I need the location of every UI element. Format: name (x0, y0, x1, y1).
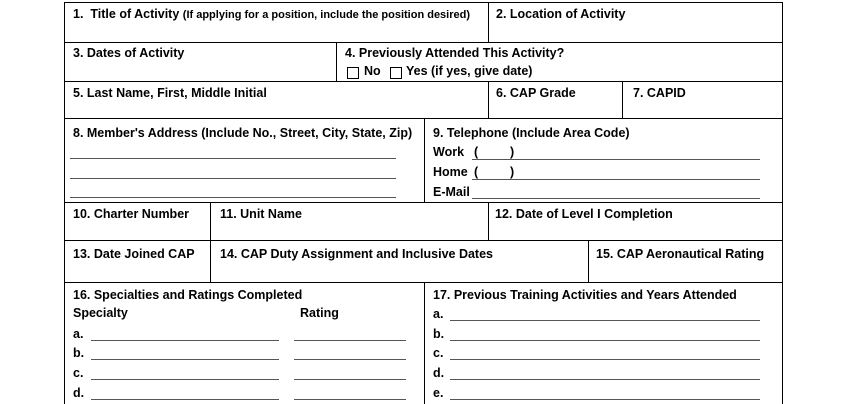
specialty-line-a[interactable] (91, 340, 279, 341)
col-divider-r2 (336, 42, 337, 81)
no-label: No (364, 64, 381, 78)
previously-attended-label: 4. Previously Attended This Activity? (345, 46, 565, 60)
home-phone-line[interactable] (472, 179, 760, 180)
address-line-3[interactable] (70, 197, 396, 198)
training-item-a: a. (433, 307, 444, 321)
specialty-line-c[interactable] (91, 379, 279, 380)
specialty-column-header: Specialty (73, 306, 128, 320)
row-divider-5 (64, 240, 783, 241)
col-divider-r1 (488, 2, 489, 42)
specialties-label: 16. Specialties and Ratings Completed (73, 288, 303, 302)
email-line[interactable] (472, 198, 760, 199)
location-of-activity-label: 2. Location of Activity (496, 7, 626, 21)
dates-of-activity-label: 3. Dates of Activity (73, 46, 185, 60)
form-border-left (64, 2, 65, 404)
home-paren-close: ) (510, 165, 515, 179)
unit-name-field[interactable] (216, 222, 484, 238)
col-divider-r3a (488, 81, 489, 118)
address-line-1[interactable] (70, 158, 396, 159)
training-line-e[interactable] (450, 399, 760, 400)
col-divider-r5a (210, 202, 211, 240)
aeronautical-rating-field[interactable] (594, 262, 778, 278)
aeronautical-rating-label: 15. CAP Aeronautical Rating (596, 247, 765, 261)
title-of-activity-label: 1. Title of Activity (If applying for a position, include the position desired) (73, 7, 471, 21)
telephone-label: 9. Telephone (Include Area Code) (433, 126, 630, 140)
training-line-a[interactable] (450, 320, 760, 321)
yes-checkbox[interactable] (390, 67, 402, 79)
col-divider-r3b (622, 81, 623, 118)
rating-line-b[interactable] (294, 359, 406, 360)
level-one-completion-label: 12. Date of Level I Completion (495, 207, 673, 221)
cap-grade-label: 6. CAP Grade (496, 86, 576, 100)
rating-column-header: Rating (300, 306, 339, 320)
col-divider-r4 (424, 118, 425, 202)
form-border-top (64, 2, 783, 3)
member-name-field[interactable] (70, 100, 484, 116)
col-divider-r6a (210, 240, 211, 282)
capid-label: 7. CAPID (633, 86, 686, 100)
duty-assignment-label: 14. CAP Duty Assignment and Inclusive Dates (220, 247, 493, 261)
col-divider-r6b (588, 240, 589, 282)
rating-line-d[interactable] (294, 399, 406, 400)
address-line-2[interactable] (70, 178, 396, 179)
training-line-b[interactable] (450, 340, 760, 341)
row-divider-1 (64, 42, 783, 43)
cap-grade-field[interactable] (494, 100, 618, 116)
work-phone-line[interactable] (472, 159, 760, 160)
charter-number-field[interactable] (70, 222, 206, 238)
member-address-label: 8. Member's Address (Include No., Street, City, State, Zip) (73, 126, 413, 140)
home-phone-label: Home (433, 165, 468, 179)
training-item-b: b. (433, 327, 445, 341)
work-phone-label: Work (433, 145, 465, 159)
specialty-item-a: a. (73, 327, 84, 341)
home-paren-open: ( (474, 165, 479, 179)
unit-name-label: 11. Unit Name (220, 207, 302, 221)
training-item-d: d. (433, 366, 445, 380)
yes-label: Yes (if yes, give date) (406, 64, 533, 78)
specialty-line-d[interactable] (91, 399, 279, 400)
specialty-item-d: d. (73, 386, 85, 400)
training-item-c: c. (433, 346, 444, 360)
location-of-activity-field[interactable] (494, 24, 778, 40)
training-line-c[interactable] (450, 359, 760, 360)
specialty-item-c: c. (73, 366, 84, 380)
charter-number-label: 10. Charter Number (73, 207, 190, 221)
duty-assignment-field[interactable] (216, 262, 584, 278)
training-line-d[interactable] (450, 379, 760, 380)
rating-line-a[interactable] (294, 340, 406, 341)
email-label: E-Mail (433, 185, 470, 199)
row-divider-4 (64, 202, 783, 203)
training-item-e: e. (433, 386, 444, 400)
level-one-completion-field[interactable] (494, 222, 778, 238)
date-joined-field[interactable] (70, 262, 206, 278)
specialty-line-b[interactable] (91, 359, 279, 360)
work-paren-open: ( (474, 145, 479, 159)
title-of-activity-field[interactable] (70, 24, 484, 40)
rating-line-c[interactable] (294, 379, 406, 380)
row-divider-2 (64, 81, 783, 82)
previous-training-label: 17. Previous Training Activities and Years Attended (433, 288, 737, 302)
col-divider-r7 (424, 282, 425, 404)
member-name-label: 5. Last Name, First, Middle Initial (73, 86, 267, 100)
form-border-right (782, 2, 783, 404)
capid-field[interactable] (628, 100, 778, 116)
dates-of-activity-field[interactable] (70, 62, 332, 78)
no-checkbox[interactable] (347, 67, 359, 79)
date-joined-label: 13. Date Joined CAP (73, 247, 195, 261)
specialty-item-b: b. (73, 346, 85, 360)
col-divider-r5b (488, 202, 489, 240)
work-paren-close: ) (510, 145, 515, 159)
